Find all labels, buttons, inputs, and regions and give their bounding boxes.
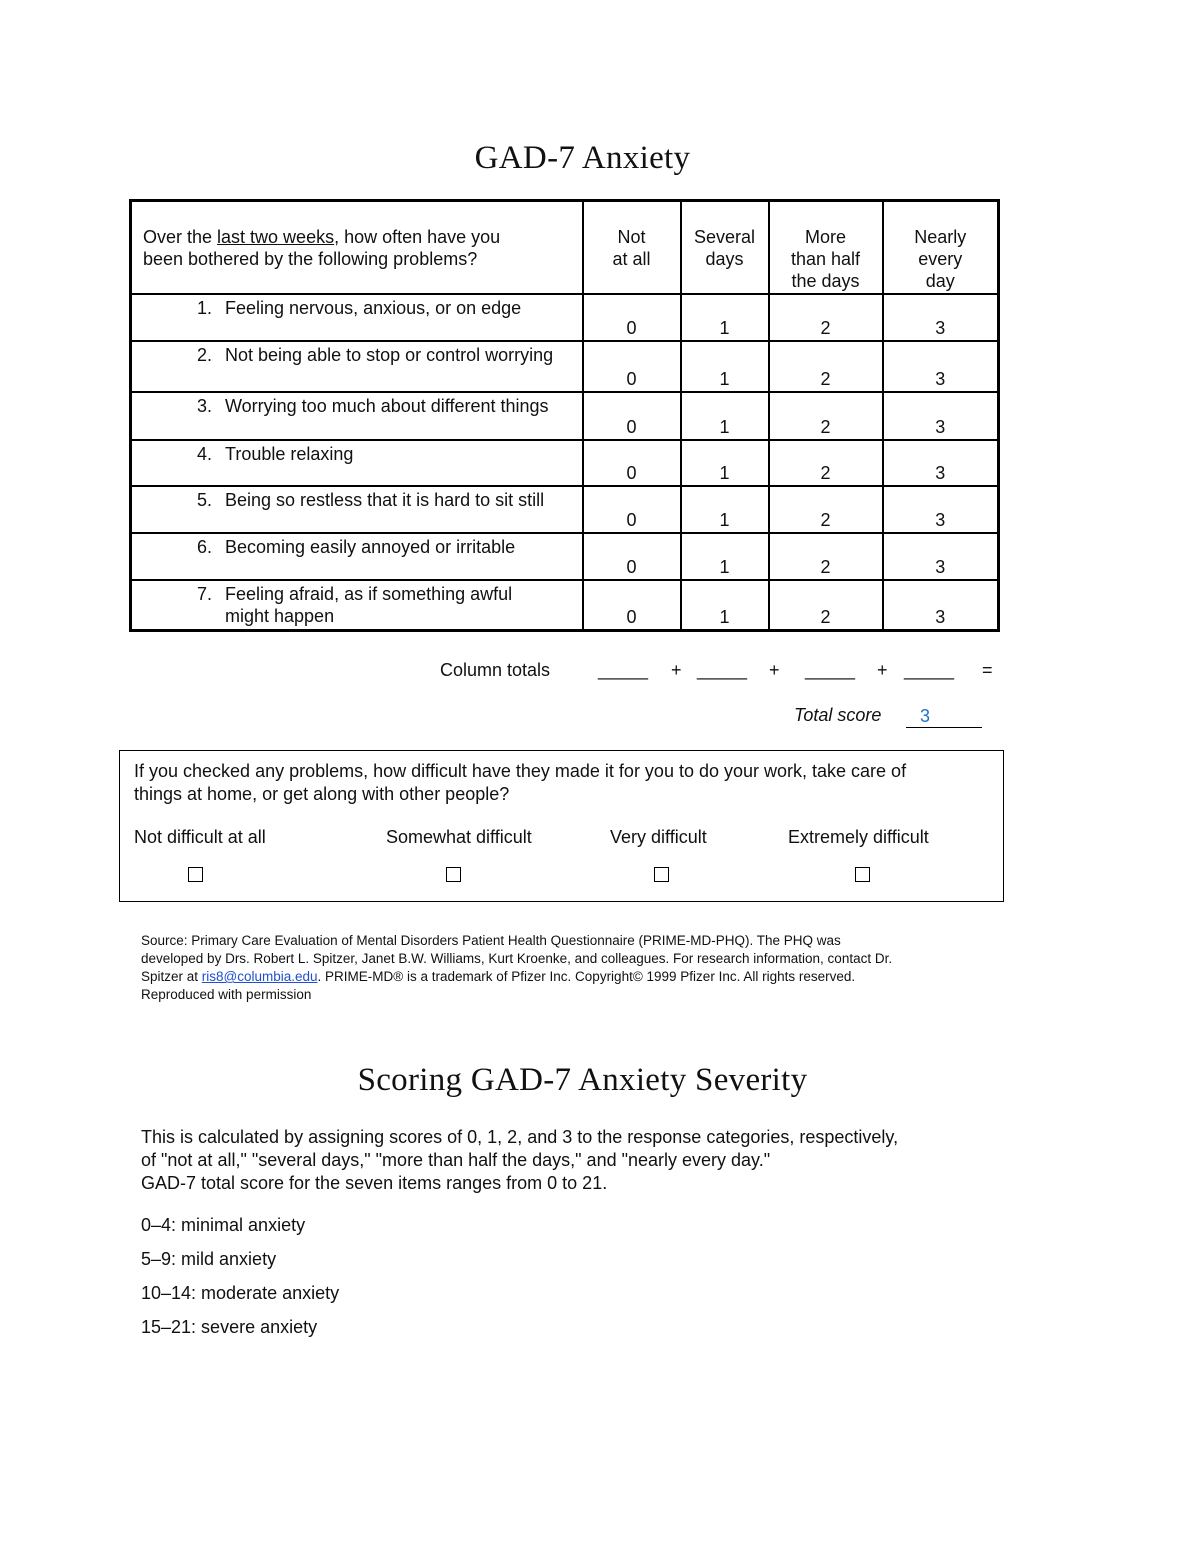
email-link[interactable]: ris8@columbia.edu xyxy=(201,969,318,984)
table-row xyxy=(131,533,999,580)
item-text: Not being able to stop or control worrying xyxy=(225,344,554,365)
score-cell[interactable]: 0 xyxy=(583,440,681,486)
column-totals-label: Column totals xyxy=(440,660,551,680)
item-text: Worrying too much about different things xyxy=(225,395,549,416)
option-not-difficult: Not difficult at all xyxy=(134,827,266,847)
score-cell[interactable]: 3 xyxy=(883,392,999,440)
form-title: GAD-7 Anxiety xyxy=(474,140,691,176)
score-cell[interactable]: 3 xyxy=(883,486,999,533)
score-cell[interactable]: 0 xyxy=(583,341,681,392)
header-more-than-half: More than half the days xyxy=(769,201,883,294)
checkbox-somewhat-difficult[interactable] xyxy=(446,867,461,882)
question-header: Over the last two weeks, how often have you been bothered by the following problems? xyxy=(131,201,583,294)
table-header-row xyxy=(131,201,999,294)
table-row xyxy=(131,440,999,486)
item-cell xyxy=(131,440,583,486)
score-cell[interactable]: 0 xyxy=(583,486,681,533)
difficulty-question: If you checked any problems, how difficult have they made it for you to do your work, take care of things at home, or get along with other people? xyxy=(134,761,907,804)
item-text: Trouble relaxing xyxy=(225,443,354,464)
difficulty-box xyxy=(119,750,1004,902)
item-number: 4. xyxy=(196,443,212,464)
item-cell xyxy=(131,486,583,533)
score-cell[interactable]: 1 xyxy=(681,440,769,486)
score-cell[interactable]: 1 xyxy=(681,580,769,631)
header-several-days: Several days xyxy=(681,201,769,294)
total-score-label: Total score xyxy=(794,705,882,725)
checkbox-extremely-difficult[interactable] xyxy=(855,867,870,882)
score-cell[interactable]: 3 xyxy=(883,580,999,631)
score-cell[interactable]: 2 xyxy=(769,341,883,392)
score-cell[interactable]: 0 xyxy=(583,533,681,580)
gad7-table xyxy=(129,199,1000,632)
score-cell[interactable]: 0 xyxy=(583,580,681,631)
option-extremely-difficult: Extremely difficult xyxy=(788,827,929,847)
table-row xyxy=(131,341,999,392)
item-number: 6. xyxy=(196,536,212,557)
table-row xyxy=(131,294,999,341)
checkbox-very-difficult[interactable] xyxy=(654,867,669,882)
item-cell xyxy=(131,392,583,440)
item-text: Feeling nervous, anxious, or on edge xyxy=(225,297,522,318)
item-text: Becoming easily annoyed or irritable xyxy=(225,536,516,557)
plus-sign: + xyxy=(769,660,780,680)
severity-moderate: 10–14: moderate anxiety xyxy=(141,1283,340,1303)
equals-sign: = xyxy=(982,660,993,680)
score-cell[interactable]: 1 xyxy=(681,294,769,341)
total-blank-3[interactable]: _____ xyxy=(805,660,856,680)
score-cell[interactable]: 1 xyxy=(681,392,769,440)
score-cell[interactable]: 1 xyxy=(681,533,769,580)
table-row xyxy=(131,392,999,440)
item-text: Feeling afraid, as if something awful might happen xyxy=(225,583,513,626)
header-not-at-all: Not at all xyxy=(583,201,681,294)
underlined-phrase: last two weeks xyxy=(217,227,335,247)
scoring-title: Scoring GAD-7 Anxiety Severity xyxy=(357,1062,808,1098)
plus-sign: + xyxy=(877,660,888,680)
score-cell[interactable]: 2 xyxy=(769,440,883,486)
item-text: Being so restless that it is hard to sit still xyxy=(225,489,545,510)
total-blank-1[interactable]: _____ xyxy=(598,660,649,680)
option-very-difficult: Very difficult xyxy=(610,827,707,847)
item-cell xyxy=(131,341,583,392)
checkbox-not-difficult[interactable] xyxy=(188,867,203,882)
item-number: 2. xyxy=(196,344,212,365)
score-cell[interactable]: 3 xyxy=(883,294,999,341)
score-cell[interactable]: 0 xyxy=(583,392,681,440)
item-number: 3. xyxy=(196,395,212,416)
table-row xyxy=(131,486,999,533)
item-cell xyxy=(131,580,583,631)
score-cell[interactable]: 3 xyxy=(883,440,999,486)
option-somewhat-difficult: Somewhat difficult xyxy=(386,827,532,847)
table-row xyxy=(131,580,999,631)
score-cell[interactable]: 2 xyxy=(769,580,883,631)
score-cell[interactable]: 2 xyxy=(769,294,883,341)
severity-severe: 15–21: severe anxiety xyxy=(141,1317,318,1337)
score-cell[interactable]: 2 xyxy=(769,533,883,580)
scoring-description: This is calculated by assigning scores of 0, 1, 2, and 3 to the response categories, respectively, of "not at all," "several days," "more than half the days," and "nearly every day." GAD-7 total score for the seven items ranges from 0 to 21. xyxy=(141,1127,899,1193)
column-totals-row xyxy=(0,660,1200,686)
score-cell[interactable]: 3 xyxy=(883,341,999,392)
score-cell[interactable]: 1 xyxy=(681,341,769,392)
total-score-field[interactable]: 3 xyxy=(906,705,982,728)
source-note: Source: Primary Care Evaluation of Mental Disorders Patient Health Questionnaire (PRIME-MD-PHQ). The PHQ was developed by Drs. Robert L. Spitzer, Janet B.W. Williams, Kurt Kroenke, and colleagues. For research information, contact Dr. Spitzer at ris8@columbia.edu. PRIME-MD® is a trademark of Pfizer Inc. Copyright© 1999 Pfizer Inc. All rights reserved. Reproduced with permission xyxy=(141,933,893,1002)
score-cell[interactable]: 2 xyxy=(769,486,883,533)
item-number: 1. xyxy=(196,297,212,318)
total-blank-2[interactable]: _____ xyxy=(697,660,748,680)
item-number: 7. xyxy=(196,583,212,604)
total-blank-4[interactable]: _____ xyxy=(904,660,955,680)
score-cell[interactable]: 0 xyxy=(583,294,681,341)
plus-sign: + xyxy=(671,660,682,680)
header-nearly-every-day: Nearly every day xyxy=(883,201,999,294)
score-cell[interactable]: 2 xyxy=(769,392,883,440)
severity-mild: 5–9: mild anxiety xyxy=(141,1249,277,1269)
score-cell[interactable]: 1 xyxy=(681,486,769,533)
item-cell xyxy=(131,294,583,341)
severity-minimal: 0–4: minimal anxiety xyxy=(141,1215,306,1235)
score-cell[interactable]: 3 xyxy=(883,533,999,580)
item-number: 5. xyxy=(196,489,212,510)
item-cell xyxy=(131,533,583,580)
